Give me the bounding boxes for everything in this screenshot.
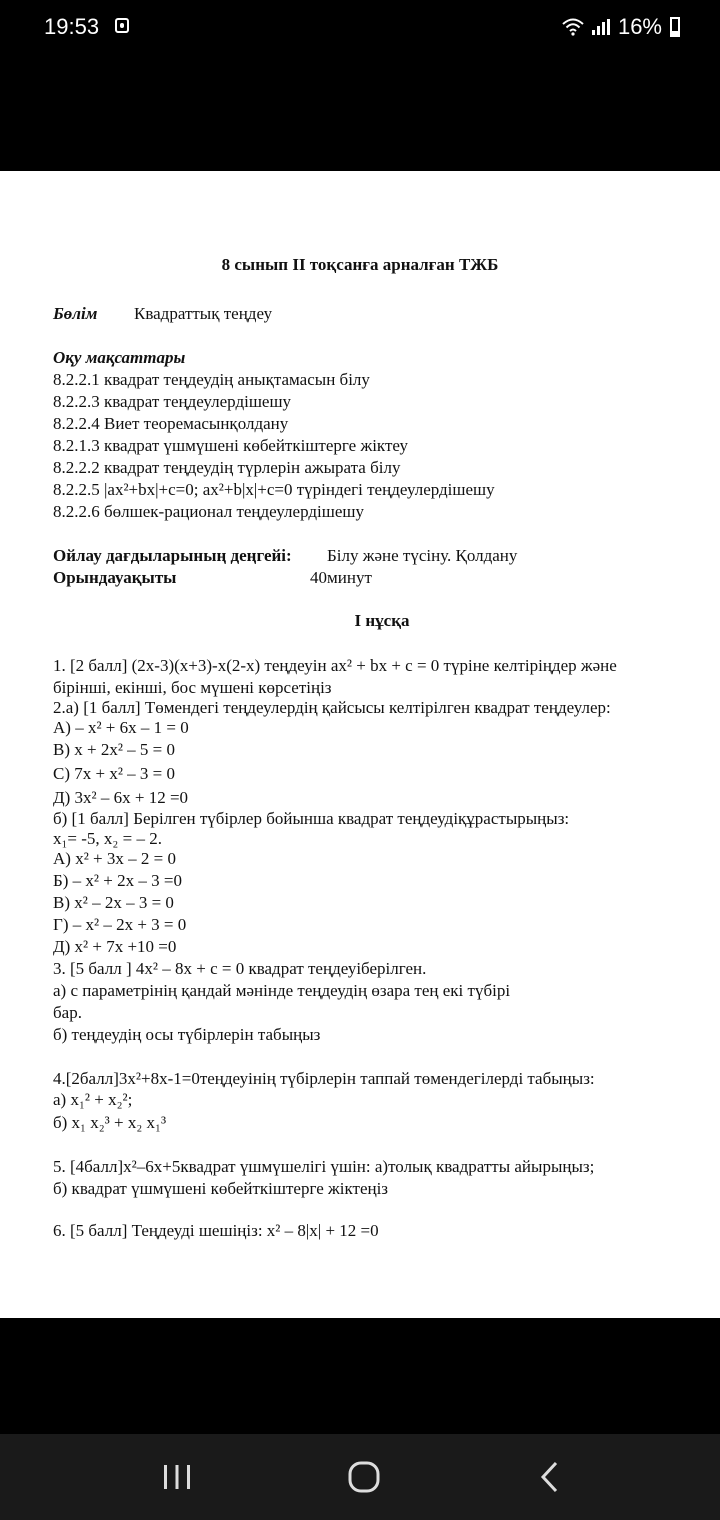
question-4b: б) x₁ x₂³ + x₂ x₁³ — [53, 1113, 167, 1132]
question-5-line-1: 5. [4балл]x²–6x+5квадрат үшмүшелігі үшін: а)толық квадратты айырыңыз; — [53, 1157, 595, 1176]
question-2a-option: С) 7x + x² – 3 = 0 — [53, 764, 176, 783]
question-3-stem: 3. [5 балл ] 4x² – 8x + c = 0 квадрат теңдеуіберілген. — [53, 959, 427, 978]
objective-item: 8.2.2.4 Виет теоремасынқолдану — [53, 414, 289, 433]
question-2b-option: Д) x² + 7x +10 =0 — [53, 937, 177, 956]
objective-item: 8.2.2.2 квадрат теңдеудің түрлерін ажырата білу — [53, 458, 401, 477]
navigation-bar — [0, 1434, 720, 1520]
recents-icon — [160, 1462, 194, 1492]
question-1-line-1: 1. [2 балл] (2x-3)(x+3)-x(2-x) теңдеуін ax² + bx + c = 0 түріне келтіріңдер және — [53, 656, 617, 675]
back-icon — [535, 1460, 565, 1494]
status-right — [562, 14, 680, 40]
question-2a-option: А) – x² + 6x – 1 = 0 — [53, 718, 189, 737]
question-1-line-2: бірінші, екінші, бос мүшені көрсетіңіз — [53, 678, 332, 697]
thinking-level-value: Білу және түсіну. Қолдану — [327, 546, 518, 565]
section-label: Бөлім — [53, 304, 98, 323]
variant-heading: I нұсқа — [354, 611, 410, 630]
section-value: Квадраттық теңдеу — [134, 304, 273, 323]
status-time: 19:53 — [44, 14, 100, 39]
objective-item: 8.2.2.6 бөлшек-рационал теңдеулердішешу — [53, 502, 364, 521]
objective-item: 8.2.2.1 квадрат теңдеудің анықтамасын білу — [53, 370, 370, 389]
question-2b-stem: б) [1 балл] Берілген түбірлер бойынша квадрат теңдеудіқұрастырыңыз: — [53, 809, 570, 828]
question-2a-option: В) x + 2x² – 5 = 0 — [53, 740, 176, 759]
question-2b-option: В) x² – 2x – 3 = 0 — [53, 893, 174, 912]
question-3a-line-2: бар. — [53, 1003, 82, 1022]
wifi-icon — [562, 17, 584, 37]
question-2b-roots: x₁= -5, x₂ = – 2. — [53, 829, 162, 848]
back-button[interactable] — [520, 1454, 580, 1500]
question-2b-option: Б) – x² + 2x – 3 =0 — [53, 871, 182, 890]
question-3b: б) теңдеудің осы түбірлерін табыңыз — [53, 1025, 321, 1044]
document-title: 8 сынып II тоқсанға арналған ТЖБ — [221, 255, 499, 274]
objectives-heading: Оқу мақсаттары — [53, 348, 186, 367]
duration-value: 40минут — [310, 568, 372, 587]
objective-item: 8.2.2.5 |ax²+bx|+c=0; ax²+b|x|+c=0 түріндегі теңдеулердішешу — [53, 480, 495, 499]
question-4-stem: 4.[2балл]3x²+8x-1=0теңдеуінің түбірлерін таппай төмендегілерді табыңыз: — [53, 1069, 595, 1088]
thinking-level-label: Ойлау дағдыларының деңгейі: — [53, 546, 292, 565]
document-page — [0, 171, 720, 1318]
duration-label: Орындауақыты — [53, 568, 177, 587]
objective-item: 8.2.2.3 квадрат теңдеулердішешу — [53, 392, 292, 411]
screenshot-notification-icon — [115, 18, 129, 33]
question-2b-option: Г) – x² – 2x + 3 = 0 — [53, 915, 187, 934]
question-4a: а) x₁² + x₂²; — [53, 1090, 133, 1109]
question-2a-option: Д) 3x² – 6x + 12 =0 — [53, 788, 189, 807]
status-bar — [0, 0, 720, 56]
question-6: 6. [5 балл] Теңдеуді шешіңіз: x² – 8|x| + 12 =0 — [53, 1221, 379, 1240]
objective-item: 8.2.1.3 квадрат үшмүшені көбейткіштерге жіктеу — [53, 436, 408, 455]
question-3a-line-1: а) с параметрінің қандай мәнінде теңдеудің өзара тең екі түбірі — [53, 981, 511, 1000]
signal-icon — [592, 19, 610, 35]
recents-button[interactable] — [147, 1454, 207, 1500]
battery-percent: 16% — [617, 14, 662, 39]
question-2a-stem: 2.а) [1 балл] Төмендегі теңдеулердің қайсысы келтірілген квадрат теңдеулер: — [53, 698, 611, 717]
home-icon — [347, 1460, 381, 1494]
question-5-line-2: б) квадрат үшмүшені көбейткіштерге жіктеңіз — [53, 1179, 389, 1198]
battery-icon — [670, 17, 680, 37]
home-button[interactable] — [334, 1454, 394, 1500]
question-2b-option: А) x² + 3x – 2 = 0 — [53, 849, 176, 868]
